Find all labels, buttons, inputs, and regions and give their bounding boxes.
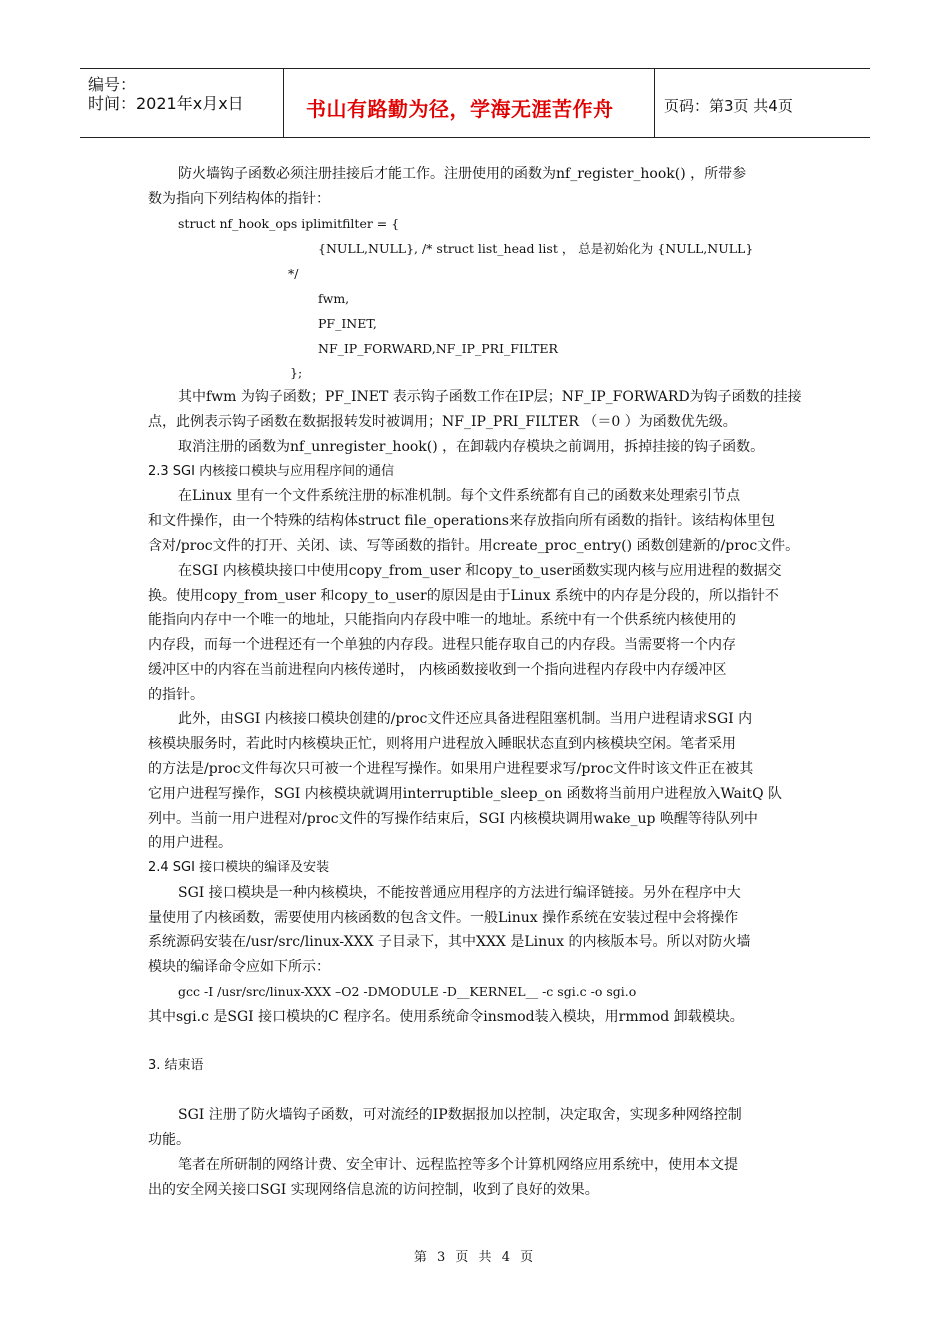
paragraph-line: 和文件操作，由一个特殊的结构体struct file_operations来存放指向所有函数的指针。该结构体里包: [148, 513, 775, 529]
paragraph-line: 的指针。: [148, 687, 204, 703]
code-line: PF_INET,: [318, 316, 377, 331]
document-number-label: 编号：: [88, 75, 137, 94]
paragraph-line: 在SGI 内核模块接口中使用copy_from_user 和copy_to_user函数实现内核与应用进程的数据交: [178, 563, 782, 579]
paragraph-line: 防火墙钩子函数必须注册挂接后才能工作。注册使用的函数为nf_register_hook() ，所带参: [178, 166, 747, 182]
paragraph-line: SGI 接口模块是一种内核模块，不能按普通应用程序的方法进行编译链接。另外在程序中大: [178, 885, 741, 901]
paragraph-line: 缓冲区中的内容在当前进程向内核传递时， 内核函数接收到一个指向进程内存段中内存缓冲区: [148, 662, 727, 678]
paragraph-line: 笔者在所研制的网络计费、安全审计、远程监控等多个计算机网络应用系统中，使用本文提: [178, 1157, 738, 1173]
paragraph-line: 其中fwm 为钩子函数；PF_INET 表示钩子函数工作在IP层；NF_IP_FORWARD为钩子函数的挂接: [178, 389, 802, 405]
paragraph-line: 的用户进程。: [148, 835, 232, 851]
paragraph-line: 在Linux 里有一个文件系统注册的标准机制。每个文件系统都有自己的函数来处理索引节点: [178, 488, 741, 504]
code-line: fwm,: [318, 291, 350, 306]
code-line: struct nf_hook_ops iplimitfilter = {: [178, 216, 400, 231]
paragraph-line: 功能。: [148, 1132, 190, 1148]
paragraph-line: 核模块服务时，若此时内核模块正忙，则将用户进程放入睡眠状态直到内核模块空闲。笔者采用: [148, 736, 736, 752]
paragraph-line: 内存段，而每一个进程还有一个单独的内存段。进程只能存取自己的内存段。当需要将一个内存: [148, 637, 736, 653]
paragraph-line: 取消注册的函数为nf_unregister_hook() ，在卸载内存模块之前调用，拆掉挂接的钩子函数。: [178, 439, 765, 455]
paragraph-line: 系统源码安装在/usr/src/linux-XXX 子目录下，其中XXX 是Linux 的内核版本号。所以对防火墙: [148, 934, 751, 950]
code-line: {NULL,NULL}, /* struct list_head list ， 总是初始化为 {NULL,NULL}: [318, 241, 754, 256]
code-line: */: [288, 266, 299, 281]
header-motto: 书山有路勤为径，学海无涯苦作舟: [306, 97, 614, 121]
paragraph-line: 模块的编译命令应如下所示：: [148, 959, 330, 975]
paragraph-line: 点，此例表示钩子函数在数据报转发时被调用；NF_IP_PRI_FILTER （＝0 ）为函数优先级。: [148, 414, 737, 430]
paragraph-line: 它用户进程写操作，SGI 内核模块就调用interruptible_sleep_on 函数将当前用户进程放入WaitQ 队: [148, 786, 782, 802]
document-date-label: 时间：2021年x月x日: [88, 94, 244, 113]
section-heading: 2.3 SGI 内核接口模块与应用程序间的通信: [148, 464, 395, 479]
paragraph-line: 的方法是/proc文件每次只可被一个进程写操作。如果用户进程要求写/proc文件时该文件正在被其: [148, 761, 754, 777]
paragraph-line: 量使用了内核函数，需要使用内核函数的包含文件。一般Linux 操作系统在安装过程中会将操作: [148, 910, 739, 926]
code-line: NF_IP_FORWARD,NF_IP_PRI_FILTER: [318, 341, 558, 356]
paragraph-line: 能指向内存中一个唯一的地址，只能指向内存段中唯一的地址。系统中有一个供系统内核使用的: [148, 612, 736, 628]
code-line: gcc -I /usr/src/linux-XXX –O2 -DMODULE -D__KERNEL__ -c sgi.c -o sgi.o: [178, 984, 637, 999]
page-header-table: [80, 68, 870, 138]
header-right-cell: [654, 69, 870, 137]
paragraph-line: 含对/proc文件的打开、关闭、读、写等函数的指针。用create_proc_entry() 函数创建新的/proc文件。: [148, 538, 800, 554]
header-page-number: 页码：第3页 共4页: [664, 97, 793, 115]
section-heading: 3. 结束语: [148, 1058, 204, 1073]
section-heading: 2.4 SGI 接口模块的编译及安装: [148, 860, 330, 875]
paragraph-line: 列中。当前一用户进程对/proc文件的写操作结束后，SGI 内核模块调用wake_up 唤醒等待队列中: [148, 811, 758, 827]
page-footer: 第 3 页 共 4 页: [413, 1250, 537, 1265]
header-center-cell: [283, 69, 655, 137]
paragraph-line: 数为指向下列结构体的指针：: [148, 191, 330, 207]
paragraph-line: 此外，由SGI 内核接口模块创建的/proc文件还应具备进程阻塞机制。当用户进程请求SGI 内: [178, 711, 753, 727]
code-line: };: [290, 365, 303, 380]
paragraph-line: 换。使用copy_from_user 和copy_to_user的原因是由于Linux 系统中的内存是分段的，所以指针不: [148, 588, 779, 604]
paragraph-line: 出的安全网关接口SGI 实现网络信息流的访问控制，收到了良好的效果。: [148, 1182, 599, 1198]
header-left-cell: [80, 69, 283, 137]
paragraph-line: 其中sgi.c 是SGI 接口模块的C 程序名。使用系统命令insmod装入模块，用rmmod 卸载模块。: [148, 1009, 744, 1025]
paragraph-line: SGI 注册了防火墙钩子函数，可对流经的IP数据报加以控制，决定取舍，实现多种网络控制: [178, 1107, 742, 1123]
